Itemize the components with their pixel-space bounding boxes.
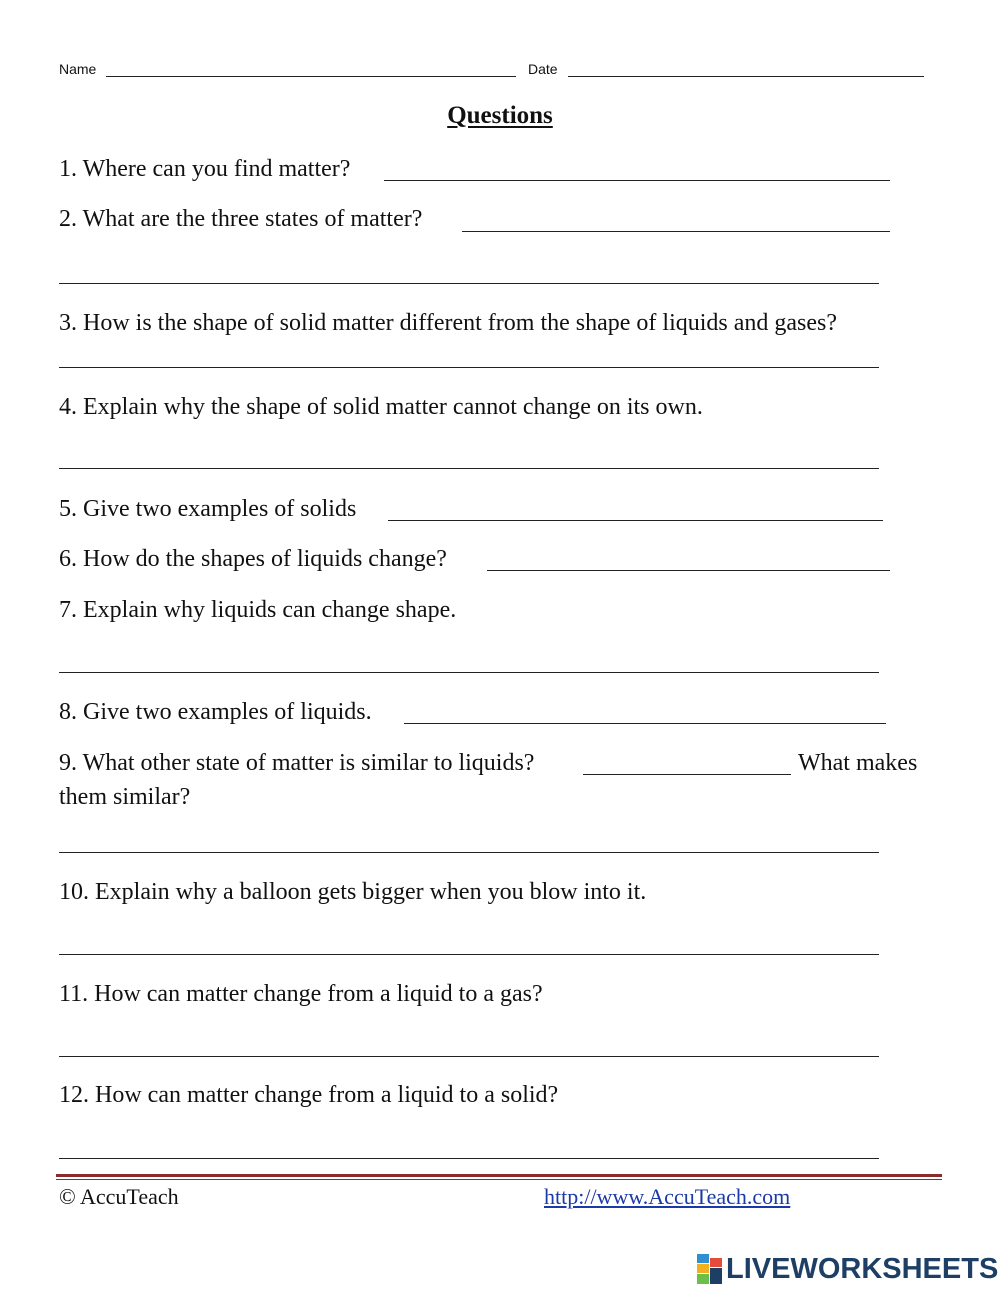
answer-line-10[interactable] <box>59 954 879 955</box>
answer-line-12[interactable] <box>59 1158 879 1159</box>
liveworksheets-blocks-icon <box>697 1254 723 1284</box>
answer-line-3[interactable] <box>59 367 879 368</box>
question-6: 6. How do the shapes of liquids change? <box>59 546 447 572</box>
question-9-line2: them similar? <box>59 784 191 810</box>
answer-line-5[interactable] <box>388 520 883 521</box>
answer-line-6[interactable] <box>487 570 890 571</box>
answer-line-9b[interactable] <box>59 852 879 853</box>
question-3: 3. How is the shape of solid matter different from the shape of liquids and gases? <box>59 310 838 336</box>
question-7: 7. Explain why liquids can change shape. <box>59 597 457 623</box>
answer-line-2b[interactable] <box>59 283 879 284</box>
name-label: Name <box>59 61 97 77</box>
answer-line-9a[interactable] <box>583 774 791 775</box>
answer-line-11[interactable] <box>59 1056 879 1057</box>
question-9: 9. What other state of matter is similar to liquids? <box>59 750 535 776</box>
copyright-text: © AccuTeach <box>59 1184 179 1209</box>
accuteach-link[interactable]: http://www.AccuTeach.com <box>544 1184 791 1209</box>
answer-line-1[interactable] <box>384 180 890 181</box>
question-10: 10. Explain why a balloon gets bigger when you blow into it. <box>59 879 647 905</box>
name-field[interactable] <box>106 76 516 77</box>
date-label: Date <box>528 61 558 77</box>
footer-rule <box>56 1174 942 1177</box>
answer-line-4[interactable] <box>59 468 879 469</box>
answer-line-8[interactable] <box>404 723 886 724</box>
question-12: 12. How can matter change from a liquid to a solid? <box>59 1082 559 1108</box>
liveworksheets-text: LIVEWORKSHEETS <box>726 1253 999 1285</box>
question-1: 1. Where can you find matter? <box>59 156 351 182</box>
question-8: 8. Give two examples of liquids. <box>59 699 372 725</box>
answer-line-2[interactable] <box>462 231 890 232</box>
question-4: 4. Explain why the shape of solid matter cannot change on its own. <box>59 394 703 420</box>
page-title: Questions <box>447 102 553 129</box>
question-2: 2. What are the three states of matter? <box>59 206 423 232</box>
date-field[interactable] <box>568 76 924 77</box>
liveworksheets-logo[interactable] <box>697 1252 998 1286</box>
footer-rule-thin <box>56 1179 942 1180</box>
answer-line-7[interactable] <box>59 672 879 673</box>
question-5: 5. Give two examples of solids <box>59 496 357 522</box>
question-9-continued: What makes <box>798 750 918 776</box>
question-11: 11. How can matter change from a liquid to a gas? <box>59 981 543 1007</box>
